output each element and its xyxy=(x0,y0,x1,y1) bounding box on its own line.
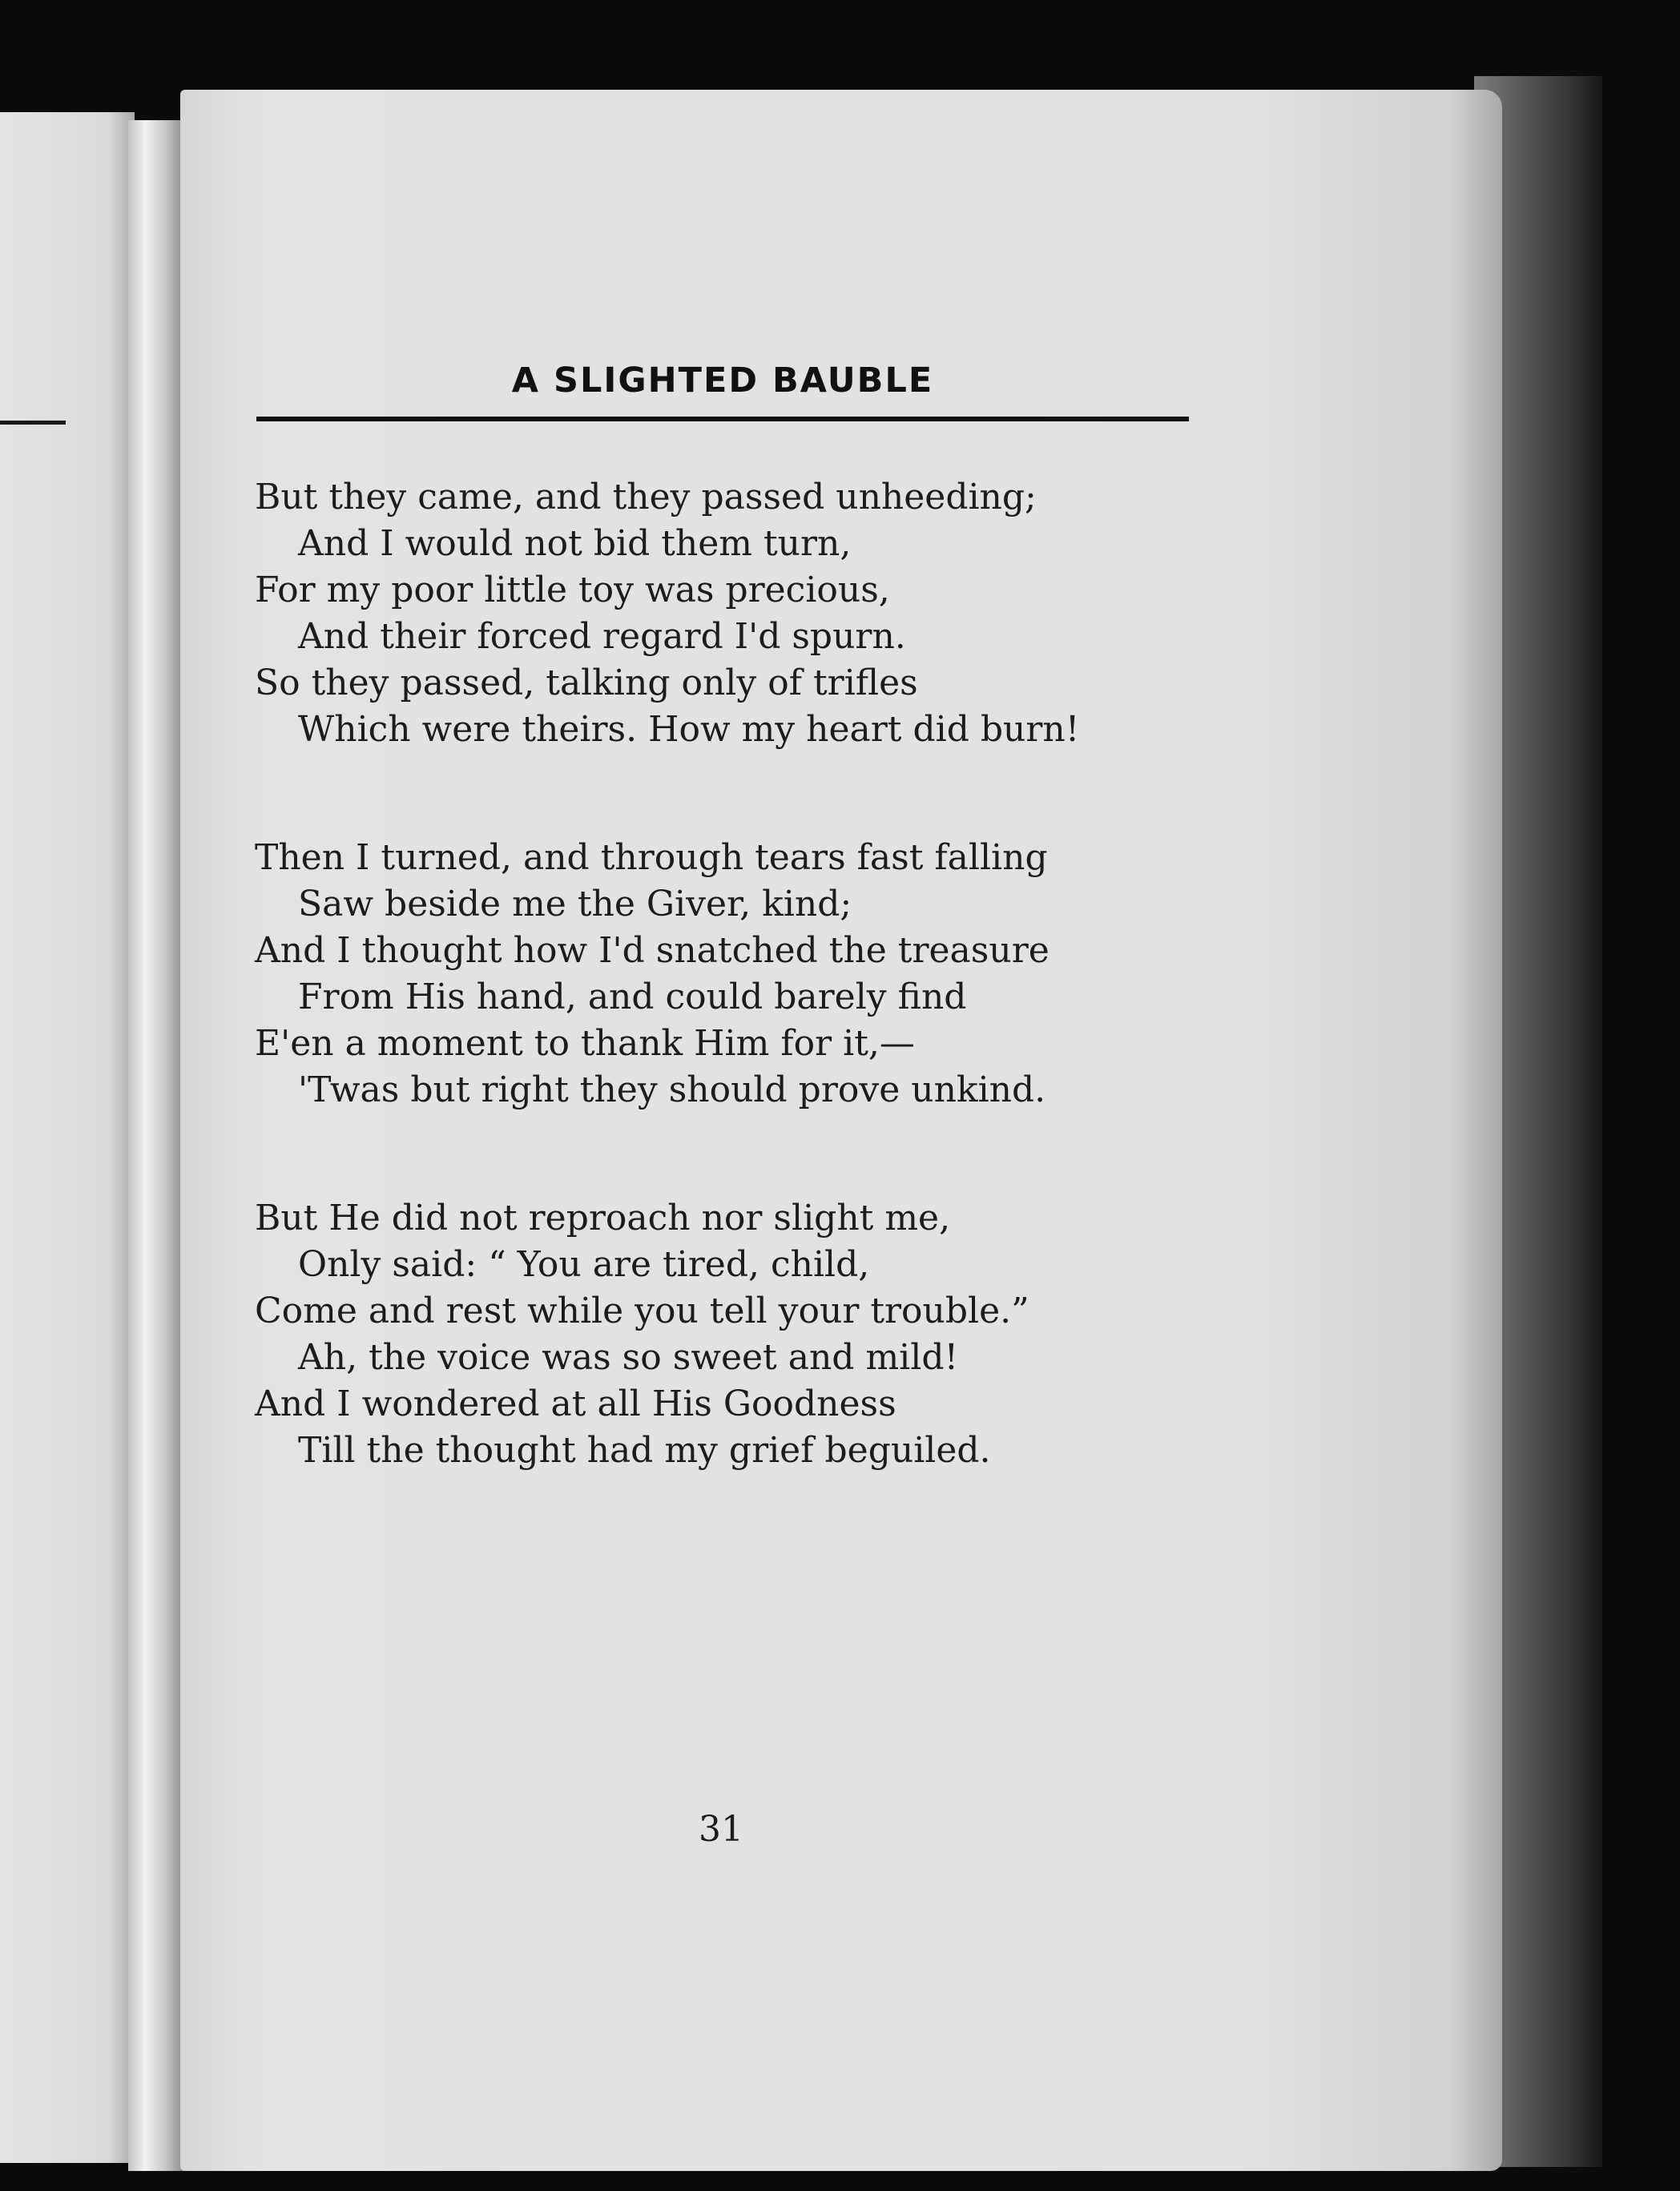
poem-line: But they came, and they passed unheeding; xyxy=(255,477,1037,518)
facing-page-rule xyxy=(0,421,66,425)
stanza-3 xyxy=(255,1195,1216,1474)
poem-line: And I wondered at all His Goodness xyxy=(255,1383,896,1424)
poem-line: And I would not bid them turn, xyxy=(298,523,852,564)
poem-line: Ah, the voice was so sweet and mild! xyxy=(298,1337,959,1378)
poem xyxy=(255,474,1216,1556)
poem-line: For my poor little toy was precious, xyxy=(255,570,890,610)
poem-line: 'Twas but right they should prove unkind. xyxy=(298,1069,1046,1110)
page-number: 31 xyxy=(699,1809,743,1850)
stanza-2 xyxy=(255,835,1216,1114)
poem-line: Which were theirs. How my heart did burn! xyxy=(298,709,1080,750)
poem-line: And I thought how I'd snatched the treasure xyxy=(255,930,1049,971)
poem-line: But He did not reproach nor slight me, xyxy=(255,1198,951,1238)
running-head-rule xyxy=(256,417,1189,421)
stanza-1 xyxy=(255,474,1216,753)
poem-line: E'en a moment to thank Him for it,— xyxy=(255,1023,915,1064)
poem-line: From His hand, and could barely find xyxy=(298,977,967,1017)
poem-line: And their forced regard I'd spurn. xyxy=(298,616,906,657)
poem-line: Then I turned, and through tears fast falling xyxy=(255,837,1048,878)
poem-line: Till the thought had my grief beguiled. xyxy=(298,1430,991,1471)
poem-line: Only said: “ You are tired, child, xyxy=(298,1244,870,1285)
poem-line: Come and rest while you tell your trouble.” xyxy=(255,1291,1029,1331)
facing-page xyxy=(0,112,135,2163)
poem-line: So they passed, talking only of trifles xyxy=(255,663,918,703)
book-gutter xyxy=(128,120,184,2171)
poem-line: Saw beside me the Giver, kind; xyxy=(298,884,852,924)
running-head: A SLIGHTED BAUBLE xyxy=(511,360,934,401)
